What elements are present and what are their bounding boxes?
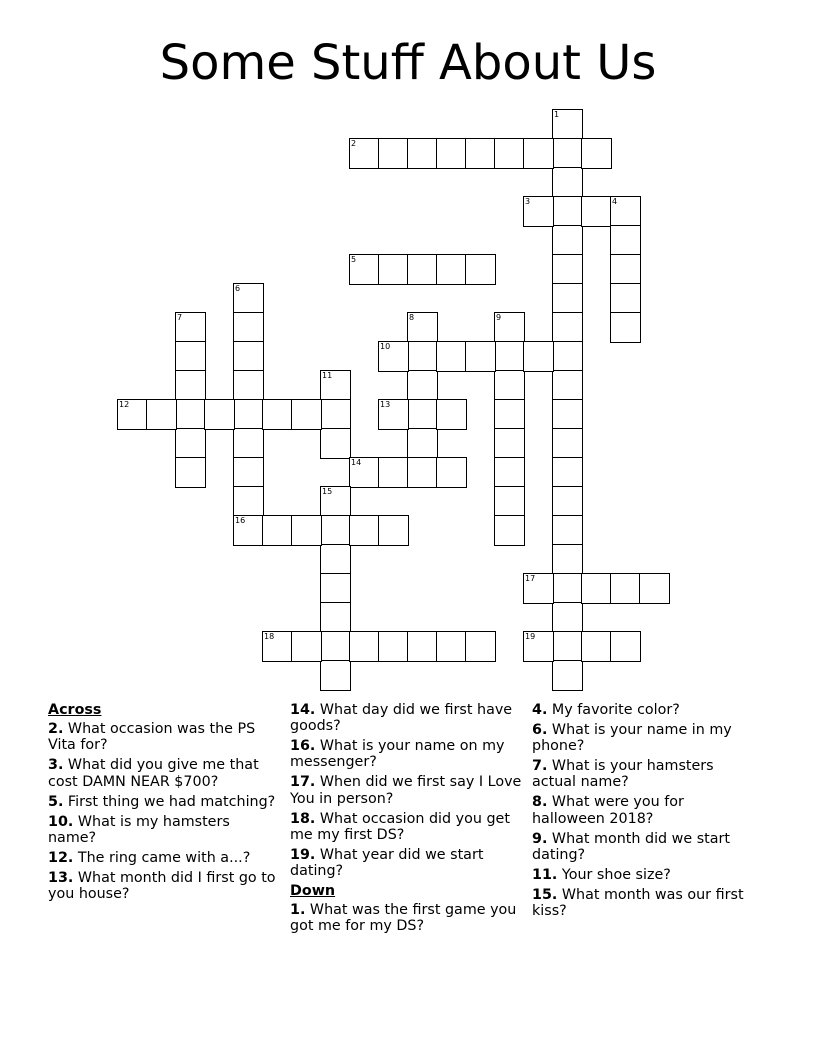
grid-cell[interactable]	[465, 631, 496, 662]
grid-cell[interactable]	[552, 370, 583, 401]
grid-cell[interactable]	[233, 515, 264, 546]
grid-cell[interactable]	[552, 225, 583, 256]
grid-cell[interactable]	[378, 341, 409, 372]
clue-number: 19.	[290, 846, 316, 863]
cell-number: 15	[322, 487, 333, 496]
down-clue	[532, 831, 760, 863]
clue-text: What were you for halloween 2018?	[532, 794, 684, 827]
clue-number: 18.	[290, 810, 316, 827]
grid-cell[interactable]	[320, 660, 351, 691]
grid-cell[interactable]	[378, 515, 409, 546]
across-clue	[290, 774, 522, 806]
grid-cell[interactable]	[610, 225, 641, 256]
grid-cell[interactable]	[523, 196, 554, 227]
grid-cell[interactable]	[320, 428, 351, 459]
page-title: Some Stuff About Us	[159, 35, 657, 91]
cell-number: 13	[380, 400, 391, 409]
grid-cell[interactable]	[552, 341, 583, 372]
clue-number: 8.	[532, 794, 548, 811]
grid-cell[interactable]	[407, 341, 438, 372]
across-clue	[290, 811, 522, 843]
grid-cell[interactable]	[610, 196, 641, 227]
grid-cell[interactable]	[581, 573, 612, 604]
grid-cell[interactable]	[639, 573, 670, 604]
grid-cell[interactable]	[262, 515, 293, 546]
grid-cell[interactable]	[262, 631, 293, 662]
grid-cell[interactable]	[407, 631, 438, 662]
clue-column-1	[48, 702, 276, 906]
grid-cell[interactable]	[175, 457, 206, 488]
clue-text: My favorite color?	[547, 702, 680, 718]
grid-cell[interactable]	[523, 631, 554, 662]
grid-cell[interactable]	[378, 399, 409, 430]
clue-number: 15.	[532, 886, 558, 903]
clue-number: 11.	[532, 866, 558, 883]
down-clue	[532, 794, 760, 826]
clue-number: 2.	[48, 721, 64, 738]
grid-cell[interactable]	[233, 312, 264, 343]
grid-cell[interactable]	[610, 254, 641, 285]
grid-cell[interactable]	[146, 399, 177, 430]
clue-number: 6.	[532, 722, 548, 738]
grid-cell[interactable]	[407, 428, 438, 459]
clue-number: 3.	[48, 757, 64, 774]
grid-cell[interactable]	[349, 138, 380, 169]
grid-cell[interactable]	[436, 254, 467, 285]
grid-cell[interactable]	[378, 254, 409, 285]
across-clue	[48, 757, 276, 789]
grid-cell[interactable]	[523, 341, 554, 372]
grid-cell[interactable]	[494, 370, 525, 401]
grid-cell[interactable]	[378, 631, 409, 662]
clue-number: 12.	[48, 849, 74, 866]
grid-cell[interactable]	[233, 486, 264, 517]
grid-cell[interactable]	[233, 399, 264, 430]
cell-number: 7	[177, 313, 183, 322]
cell-number: 6	[235, 284, 241, 293]
clue-text: When did we first say I Love You in person?	[290, 774, 522, 807]
down-clue	[532, 702, 760, 718]
grid-cell[interactable]	[320, 573, 351, 604]
cell-number: 14	[351, 458, 362, 467]
clue-number: 5.	[48, 793, 64, 810]
grid-cell[interactable]	[552, 573, 583, 604]
grid-cell[interactable]	[610, 573, 641, 604]
grid-cell[interactable]	[233, 283, 264, 314]
grid-cell[interactable]	[552, 254, 583, 285]
grid-cell[interactable]	[465, 341, 496, 372]
grid-cell[interactable]	[494, 138, 525, 169]
clue-number: 14.	[290, 702, 316, 718]
clue-text: Your shoe size?	[557, 866, 671, 883]
down-clue	[532, 887, 760, 919]
grid-cell[interactable]	[320, 399, 351, 430]
grid-cell[interactable]	[407, 399, 438, 430]
clue-text: What is your name on my messenger?	[290, 738, 505, 771]
grid-cell[interactable]	[320, 486, 351, 517]
grid-cell[interactable]	[494, 399, 525, 430]
grid-cell[interactable]	[407, 312, 438, 343]
clue-text: What was the first game you got me for my DS?	[290, 902, 517, 935]
clue-number: 16.	[290, 738, 316, 755]
across-clue	[290, 847, 522, 879]
grid-cell[interactable]	[349, 515, 380, 546]
grid-cell[interactable]	[378, 138, 409, 169]
grid-cell[interactable]	[233, 428, 264, 459]
across-clue	[290, 702, 522, 734]
grid-cell[interactable]	[204, 399, 235, 430]
grid-cell[interactable]	[175, 399, 206, 430]
grid-cell[interactable]	[117, 399, 148, 430]
grid-cell[interactable]	[552, 631, 583, 662]
down-clue-list	[290, 902, 522, 934]
grid-cell[interactable]	[552, 167, 583, 198]
cell-number: 4	[612, 197, 618, 206]
clue-number: 10.	[48, 813, 74, 830]
grid-cell[interactable]	[378, 457, 409, 488]
clue-text: What day did we first have goods?	[290, 702, 513, 735]
across-clue-list	[48, 721, 276, 902]
grid-cell[interactable]	[552, 602, 583, 633]
grid-cell[interactable]	[291, 515, 322, 546]
cell-number: 1	[554, 110, 560, 119]
clue-text: What occasion did you get me my first DS?	[290, 810, 510, 843]
grid-cell[interactable]	[320, 370, 351, 401]
down-clue-list-continued	[532, 702, 760, 919]
grid-cell[interactable]	[552, 660, 583, 691]
grid-cell[interactable]	[552, 486, 583, 517]
grid-cell[interactable]	[581, 138, 612, 169]
across-clue	[48, 814, 276, 846]
grid-cell[interactable]	[407, 254, 438, 285]
clue-number: 17.	[290, 774, 316, 791]
cell-number: 8	[409, 313, 415, 322]
grid-cell[interactable]	[552, 138, 583, 169]
grid-cell[interactable]	[552, 399, 583, 430]
clue-number: 4.	[532, 702, 548, 718]
cell-number: 3	[525, 197, 531, 206]
grid-cell[interactable]	[233, 370, 264, 401]
clue-text: What is your hamsters actual name?	[532, 758, 714, 791]
down-clue	[290, 902, 522, 934]
grid-cell[interactable]	[494, 457, 525, 488]
grid-cell[interactable]	[291, 399, 322, 430]
down-heading: Down	[290, 883, 336, 900]
grid-cell[interactable]	[407, 370, 438, 401]
clue-column-2	[290, 702, 522, 938]
grid-cell[interactable]	[552, 515, 583, 546]
grid-cell[interactable]	[581, 631, 612, 662]
clue-number: 7.	[532, 758, 548, 775]
clue-text: What is my hamsters name?	[48, 813, 230, 846]
grid-cell[interactable]	[523, 138, 554, 169]
grid-cell[interactable]	[233, 341, 264, 372]
grid-cell[interactable]	[552, 196, 583, 227]
grid-cell[interactable]	[320, 631, 351, 662]
grid-cell[interactable]	[494, 515, 525, 546]
grid-cell[interactable]	[494, 428, 525, 459]
grid-cell[interactable]	[552, 283, 583, 314]
across-clue-list-continued	[290, 702, 522, 879]
across-clue	[48, 850, 276, 866]
grid-cell[interactable]	[320, 544, 351, 575]
grid-cell[interactable]	[494, 486, 525, 517]
across-clue	[290, 738, 522, 770]
clue-text: First thing we had matching?	[63, 793, 276, 810]
grid-cell[interactable]	[552, 457, 583, 488]
across-heading: Across	[48, 702, 102, 718]
cell-number: 9	[496, 313, 502, 322]
clue-number: 9.	[532, 830, 548, 847]
grid-cell[interactable]	[349, 631, 380, 662]
grid-cell[interactable]	[436, 457, 467, 488]
grid-cell[interactable]	[436, 399, 467, 430]
grid-cell[interactable]	[349, 457, 380, 488]
down-clue	[532, 758, 760, 790]
grid-cell[interactable]	[320, 515, 351, 546]
grid-cell[interactable]	[407, 138, 438, 169]
across-clue	[48, 721, 276, 753]
cell-number: 19	[525, 632, 536, 641]
grid-cell[interactable]	[552, 312, 583, 343]
grid-cell[interactable]	[175, 370, 206, 401]
clue-number: 13.	[48, 869, 74, 886]
grid-cell[interactable]	[465, 254, 496, 285]
clue-column-3	[532, 702, 760, 923]
grid-cell[interactable]	[407, 457, 438, 488]
clue-text: The ring came with a...?	[73, 849, 251, 866]
clue-text: What month did I first go to you house?	[48, 869, 276, 903]
across-clue	[48, 870, 276, 902]
grid-cell[interactable]	[349, 254, 380, 285]
grid-cell[interactable]	[552, 428, 583, 459]
grid-cell[interactable]	[436, 631, 467, 662]
cell-number: 11	[322, 371, 333, 380]
clue-text: What month was our first kiss?	[532, 886, 744, 920]
grid-cell[interactable]	[552, 544, 583, 575]
grid-cell[interactable]	[175, 428, 206, 459]
cell-number: 2	[351, 139, 357, 148]
down-clue	[532, 867, 760, 883]
clue-text: What is your name in my phone?	[532, 722, 732, 755]
grid-cell[interactable]	[552, 109, 583, 140]
grid-cell[interactable]	[610, 631, 641, 662]
grid-cell[interactable]	[494, 341, 525, 372]
grid-cell[interactable]	[175, 312, 206, 343]
grid-cell[interactable]	[465, 138, 496, 169]
cell-number: 17	[525, 574, 536, 583]
grid-cell[interactable]	[175, 341, 206, 372]
clue-text: What did you give me that cost DAMN NEAR $700?	[48, 757, 259, 790]
grid-cell[interactable]	[233, 457, 264, 488]
grid-cell[interactable]	[291, 631, 322, 662]
grid-cell[interactable]	[494, 312, 525, 343]
grid-cell[interactable]	[436, 341, 467, 372]
clue-text: What year did we start dating?	[290, 846, 484, 880]
clue-text: What month did we start dating?	[532, 830, 730, 863]
grid-cell[interactable]	[581, 196, 612, 227]
clue-number: 1.	[290, 902, 306, 919]
grid-cell[interactable]	[523, 573, 554, 604]
cell-number: 12	[119, 400, 130, 409]
cell-number: 10	[380, 342, 391, 351]
across-clue	[48, 794, 276, 810]
grid-cell[interactable]	[436, 138, 467, 169]
clue-text: What occasion was the PS Vita for?	[48, 721, 256, 754]
down-clue	[532, 722, 760, 754]
grid-cell[interactable]	[610, 312, 641, 343]
grid-cell[interactable]	[320, 602, 351, 633]
grid-cell[interactable]	[610, 283, 641, 314]
cell-number: 16	[235, 516, 246, 525]
cell-number: 18	[264, 632, 275, 641]
grid-cell[interactable]	[262, 399, 293, 430]
cell-number: 5	[351, 255, 357, 264]
